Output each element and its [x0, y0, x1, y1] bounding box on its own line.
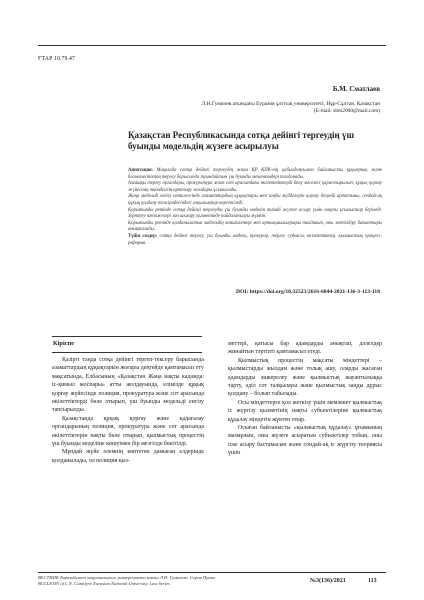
- intro-rule-bottom: [52, 352, 202, 353]
- col1-paragraph-3: Мұндай жүйе әлемнің көптеген дамыған елдерінде қолданылады, ол полиция қыз-: [52, 449, 204, 464]
- issue-number: №3(136)/2021: [310, 578, 346, 584]
- body-column-left: [52, 356, 204, 465]
- author-affiliation: Л.Н.Гумилев атындағы Еуразия ұлттық университеті, Нұр-Сұлтан, Қазақстан: [201, 101, 380, 107]
- abstract-label: Аннотация.: [128, 168, 153, 173]
- title-line-1: Қазақстан Республикасында сотқа дейінгі тергеудің үш: [128, 130, 355, 140]
- title-line-2: буынды модельдің жүзеге асырылуы: [128, 141, 279, 151]
- body-column-right: [228, 340, 382, 458]
- abstract-paragraph-3: Жаңа модельді енгізу нәтижесінде азаматтардың құқықтары мен заңды мүдделерін қорғау деңгейі артатыны, сондай-ақ құқық қолдану тәжірибесіндегі олқылықтар көрсетіледі.: [128, 194, 382, 206]
- col1-paragraph-2: Қазақстанда құқық қорғау және қадағалау органдарының полиция, прокуратура және сот арасында өкілеттіктерін нақты бөле отырып, қылмыстық процестің үш буынды моделіне көшуімен бір мезгілде бекітілді.: [52, 415, 204, 448]
- abstract-paragraph-5: Қорытынды ретінде қолданылатын модельдің кемшіліктері мен артықшылықтары талданып, оны жетілдіру бағыттары анықталады.: [128, 220, 382, 233]
- footer-journal-en: BULLETIN of L.N. Gumilyov Eurasian National University. Law Series: [38, 581, 170, 587]
- col2-paragraph-1: меттері, қатысы бар адамдарды анықтап, дәлелдер жинайтын тәртіпті қамтамасыз етеді.: [228, 341, 382, 356]
- abstract-paragraph-1: Мақалада сотқа дейінгі тергеудің жаңа ҚР ҚПК-нің қабылдануымен байланысты құқықтық және бәсекелестіктің тергеу барысында туындайтын үш буынды механизмдері талданады.: [128, 168, 382, 180]
- col1-paragraph-1: Қазіргі таңда сотқа дейінгі тергеп-тексеру барысында азаматтардың құқықтарын жоғары деңгейде қамтамасыз ету мақсатында, Елбасының «Қазақстан Жаңа нақты кадамда: іс-қимыл жоспары» атты жолдауында, елімізде құқық қорғау жүйесінде полиция, прокуратура және сот арасында өкілеттіктерді бөле отырып, үш буынды модельді енгізу тапсырылды.: [52, 357, 204, 414]
- intro-heading: Кіріспе: [53, 340, 75, 347]
- keywords-label: Түйін сөздер:: [128, 233, 158, 239]
- author-email: (E-mail: sbm2000@mail.com): [313, 108, 380, 114]
- col2-paragraph-4: Осыған байланысты «қылмыстық құдалау» ұғымының мазмұнын, оны жүзеге асыратын субъектілер тобын, оны іске асыру бастамасын және сондай-ақ іс жүргізу теориясы үшін: [228, 425, 382, 457]
- irsti-code: ҒТАР 10.79.47: [38, 56, 76, 62]
- abstract-block: [128, 168, 382, 247]
- keywords-text: сотқа дейінгі тергеу, үш буынды модель, прокурор, тергеу судьясы, өкілеттіктер, қылмыстық процесс, реформа.: [128, 233, 382, 246]
- footer-rule: [38, 572, 386, 573]
- intro-rule-top: [52, 336, 202, 337]
- doi-link[interactable]: DOI: https://doi.org/10.32523/2616-6844-2021-136-3-113-118: [235, 289, 380, 295]
- footer-journal: [38, 575, 288, 587]
- footer-journal-ru: ВЕСТНИК Евразийского национального университета имени Л.Н. Гумилева. Серия Право: [38, 575, 216, 580]
- article-title: [128, 130, 388, 152]
- abstract-paragraph-2: Алғашқы тергеу органдары, прокуратура және сот арасындағы өкілеттіктерді бөлу мәселесі қарастырылып, құқық қорғау жүйесінің тиімділігін арттыру жолдары ұсынылады.: [128, 181, 382, 193]
- col2-paragraph-2: Қылмыстық процестің мақсаты міндеттері – қылмыстарды жылдам және толық ашу, оларды жасаған адамдарды әшкерелеу және қылмыстық жауаптылыққа тарту, әділ сот талқылауы және қылмыстық заңды дұрыс қолдану – болып табылады.: [228, 357, 382, 398]
- col2-paragraph-3: Осы міндеттерге қол жеткізу үшін мемлекет қылмыстық іс жүргізу қызметінің нақты субъектілеріне қылмыстық құдалау міндетін жүктеп отыр.: [228, 399, 382, 423]
- top-rule: [38, 45, 386, 46]
- author-name: Б.М. Сматлаев: [332, 85, 380, 93]
- page-number: 113: [368, 578, 377, 584]
- abstract-paragraph-4: Қорытынды ретінде сотқа дейінгі тергеудің үш буынды моделін тиімді жүзеге асыру үшін нақты ұсыныстар беріледі. Зерттеу нәтижелері заң шығару қызметінде пайдаланылуы мүмкін.: [128, 207, 382, 220]
